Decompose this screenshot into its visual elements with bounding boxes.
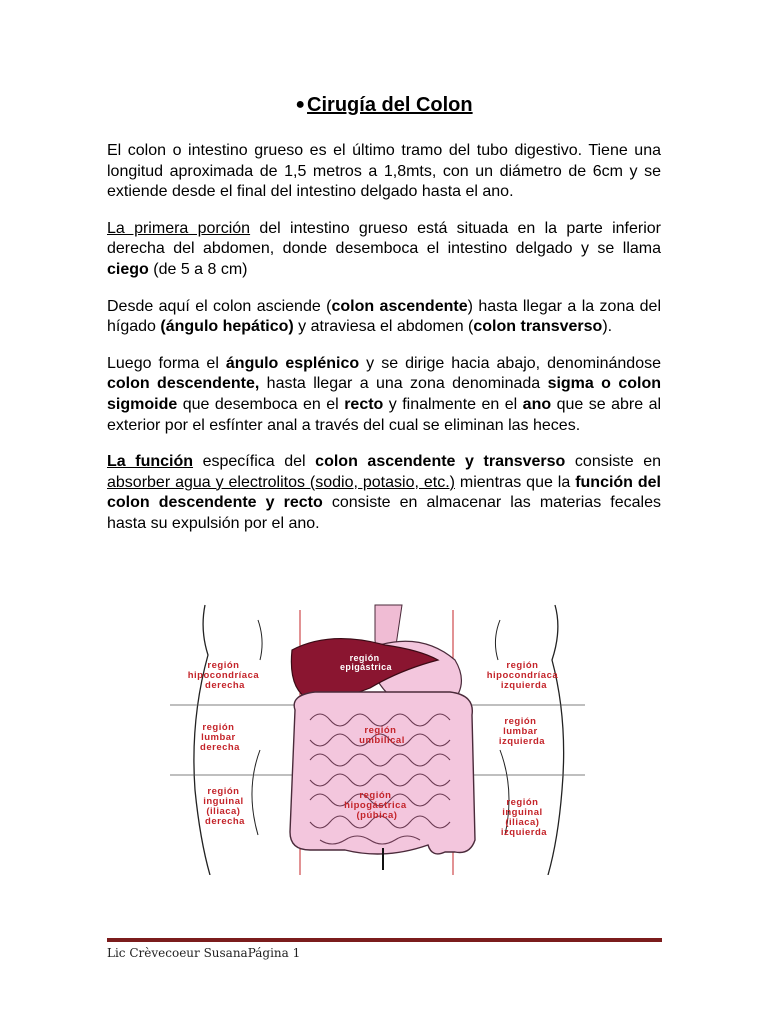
text-run: que se abre al exterior por el esfínter anal a través del cual se eliminan las heces. <box>107 395 662 434</box>
bold-text: recto <box>344 395 384 413</box>
abdominal-regions-figure <box>170 600 585 875</box>
label-hipocondriaca-izquierda: región hipocondríaca izquierda <box>486 660 559 691</box>
text-run: consiste en almacenar las materias fecales hasta su expulsión por el ano. <box>107 494 661 532</box>
text-run: y atraviesa el abdomen ( <box>293 318 474 336</box>
text-run: hasta llegar a una zona denominada <box>259 375 548 393</box>
label-umbilical: región umbilical <box>359 725 405 746</box>
bold-text: ciego <box>107 260 149 278</box>
label-inguinal-izquierda: región inguinal (iliaca) izquierda <box>500 797 548 838</box>
text-run: y se dirige hacia abajo, denominándose <box>359 354 661 372</box>
bold-text: colon ascendente <box>331 297 468 315</box>
bold-text: colon transverso <box>473 318 603 336</box>
paragraph-5 <box>107 452 661 534</box>
bold-text: ángulo esplénico <box>225 354 360 372</box>
label-hipogastrica: región hipogástrica (púbica) <box>344 790 407 821</box>
bold-text: (ángulo hepático) <box>160 318 294 336</box>
label-epigastrica: región epigástrica <box>340 653 392 672</box>
text-run: (de 5 a 8 cm) <box>148 260 248 278</box>
bold-underlined-text: La función <box>107 453 194 471</box>
bold-text: colon ascendente y transverso <box>315 453 566 471</box>
text-run: Luego forma el <box>107 354 226 372</box>
title-text: Cirugía del Colon <box>307 94 473 116</box>
label-lumbar-derecha: región lumbar derecha <box>200 722 240 753</box>
label-inguinal-derecha: región inguinal (iliaca) derecha <box>203 786 245 827</box>
bullet-icon: ● <box>295 96 306 113</box>
bold-text: sigma o colon sigmoide <box>107 375 661 413</box>
bold-text: función del colon descendente y recto <box>107 473 661 512</box>
text-run: ). <box>602 318 613 336</box>
text-run: específica del <box>193 453 316 471</box>
label-lumbar-izquierda: región lumbar izquierda <box>498 716 546 747</box>
underlined-text: La primera porción <box>107 219 251 237</box>
page-title <box>0 90 768 120</box>
bold-text: colon descendente, <box>107 375 260 393</box>
bold-text: ano <box>522 395 552 413</box>
large-intestine-shape <box>290 692 475 854</box>
label-hipocondriaca-derecha: región hipocondríaca derecha <box>187 660 260 691</box>
underlined-text: absorber agua y electrolitos (sodio, potasio, etc.) <box>107 473 455 491</box>
footer-text: Lic Crèvecoeur SusanaPágina 1 <box>107 946 301 960</box>
paragraph-4 <box>107 354 661 436</box>
document-body <box>107 141 661 551</box>
text-run: mientras que la <box>454 473 576 491</box>
text-run: Desde aquí el colon asciende ( <box>107 297 332 315</box>
paragraph-2 <box>107 219 661 281</box>
text-run: consiste en <box>565 453 661 471</box>
text-run: que desemboca en el <box>177 395 345 413</box>
paragraph-1: El colon o intestino grueso es el último tramo del tubo digestivo. Tiene una longitud aproximada de 1,5 metros a 1,8mts, con un diámetro de 6cm y se extiende desde el final del intestino delgado hasta el ano. <box>107 142 661 201</box>
footer-divider <box>107 938 662 942</box>
text-run: y finalmente en el <box>383 395 523 413</box>
text-run: del intestino grueso está situada en la parte inferior derecha del abdomen, donde desemboca el intestino delgado y se llama <box>107 219 661 258</box>
text-run: ) hasta llegar a la zona del hígado <box>107 297 662 336</box>
paragraph-3 <box>107 297 661 338</box>
